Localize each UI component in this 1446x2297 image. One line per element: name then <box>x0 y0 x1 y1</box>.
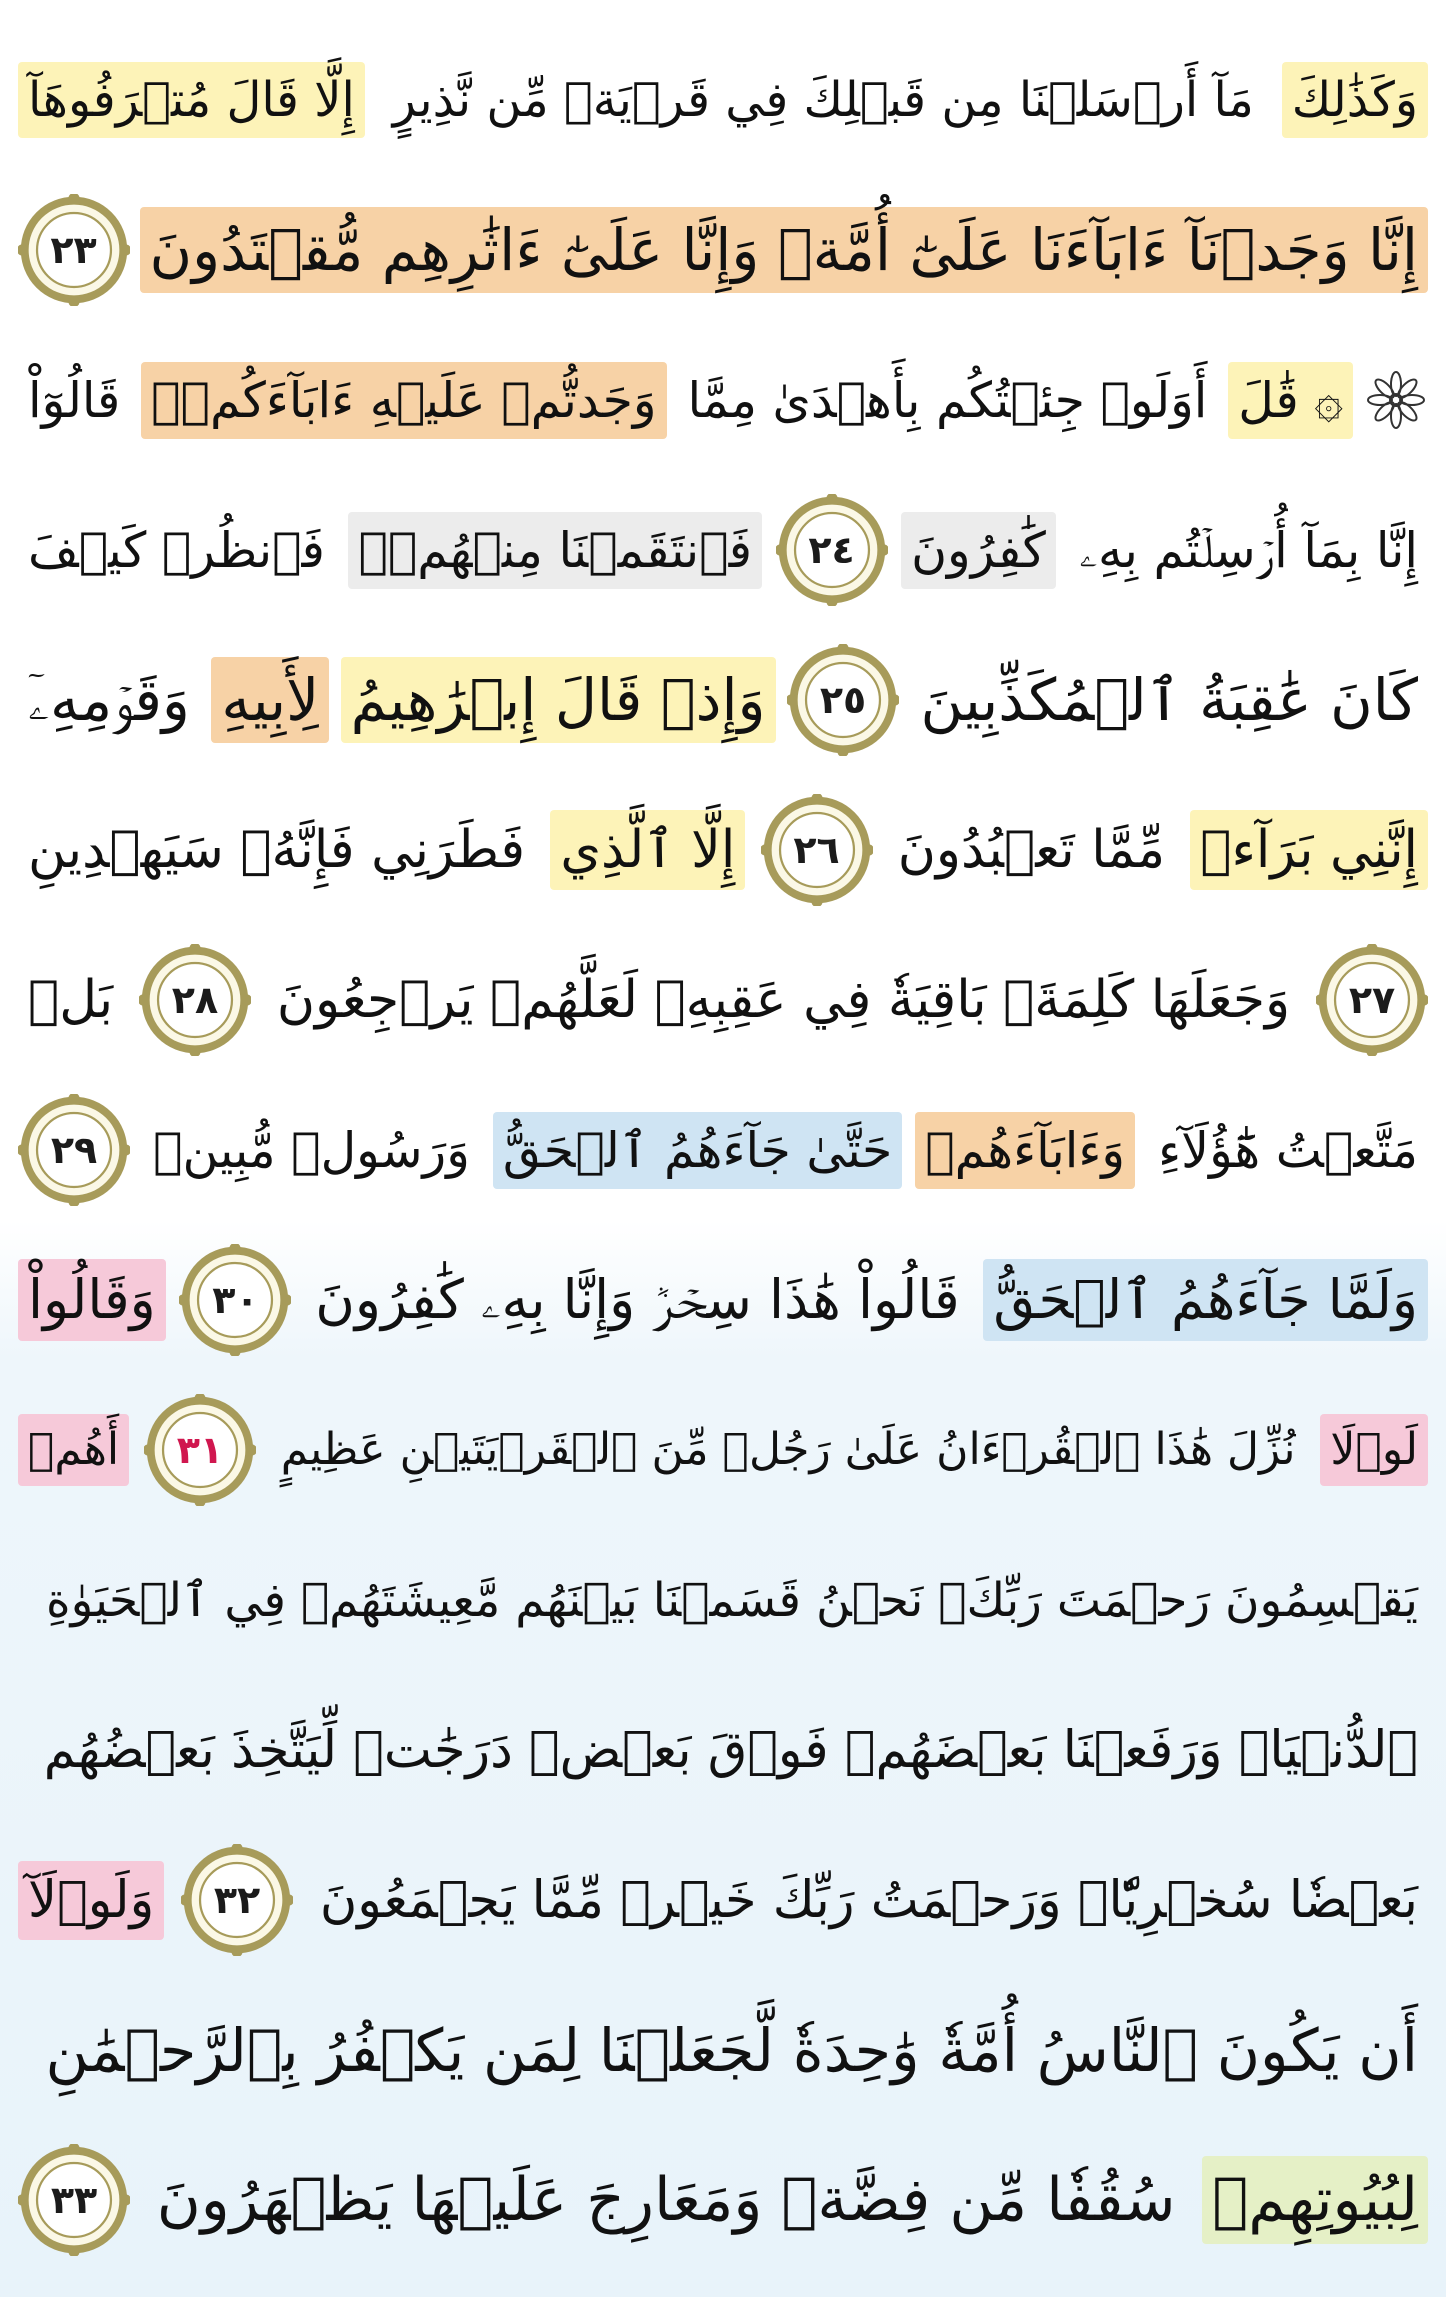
verse-text[interactable]: وَجَعَلَهَا كَلِمَةَۢ بَاقِيَةٗ فِي عَقِبِهِۦ لَعَلَّهُمۡ يَرۡجِعُونَ <box>276 970 1291 1030</box>
highlighted-word-pink[interactable]: لَوۡلَا <box>1320 1414 1428 1486</box>
verse-number-marker[interactable] <box>18 194 130 306</box>
verse-text[interactable]: إِنَّا بِمَآ أُرۡسِلۡتُم بِهِۦ <box>1079 521 1418 579</box>
highlighted-word-orange[interactable]: وَءَابَآءَهُمۡ <box>915 1112 1135 1189</box>
highlighted-word-blue[interactable]: حَتَّىٰ جَآءَهُمُ ٱلۡحَقُّ <box>493 1112 902 1189</box>
verse-text[interactable]: قَالُواْ هَٰذَا سِحۡرٞ وَإِنَّا بِهِۦ كَٰفِرُونَ <box>315 1268 960 1331</box>
verse-text[interactable]: سُقُفٗا مِّن فِضَّةٖ وَمَعَارِجَ عَلَيۡهَا يَظۡهَرُونَ <box>156 2165 1176 2235</box>
verse-number: ٢٧ <box>1348 978 1396 1022</box>
verse-text[interactable]: كَانَ عَٰقِبَةُ ٱلۡمُكَذِّبِينَ <box>920 666 1418 734</box>
verse-text[interactable]: قَالُوٓاْ <box>28 371 121 429</box>
verse-number: ٢٣ <box>50 228 97 272</box>
verse-number: ٣٠ <box>212 1278 259 1322</box>
highlighted-word-blue[interactable]: وَلَمَّا جَآءَهُمُ ٱلۡحَقُّ <box>983 1259 1428 1341</box>
text-line <box>18 2125 1428 2275</box>
verse-number: ٣٣ <box>50 2178 98 2222</box>
verse-number: ٣٢ <box>213 1878 261 1922</box>
verse-text[interactable]: يَقۡسِمُونَ رَحۡمَتَ رَبِّكَۚ نَحۡنُ قَسَمۡنَا بَيۡنَهُم مَّعِيشَتَهُمۡ فِي ٱلۡحَيَوٰةِ <box>45 1572 1418 1628</box>
verse-number: ٢٥ <box>819 678 867 722</box>
verse-text[interactable]: مَتَّعۡتُ هَٰٓؤُلَآءِ <box>1158 1121 1418 1179</box>
text-line <box>18 1375 1428 1525</box>
text-line <box>18 25 1428 175</box>
highlighted-word-orange[interactable]: لِأَبِيهِ <box>211 657 329 743</box>
highlighted-word-yellow[interactable]: إِلَّا قَالَ مُتۡرَفُوهَآ <box>18 62 365 138</box>
verse-number-marker[interactable] <box>139 944 251 1056</box>
verse-number-marker[interactable] <box>179 1244 291 1356</box>
verse-text[interactable]: بَلۡ <box>28 970 114 1030</box>
verse-text[interactable]: أَوَلَوۡ جِئۡتُكُم بِأَهۡدَىٰ مِمَّا <box>687 371 1208 429</box>
highlighted-word-green[interactable]: لِبُيُوتِهِمۡ <box>1202 2156 1428 2244</box>
verse-text[interactable]: فَطَرَنِي فَإِنَّهُۥ سَيَهۡدِينِ <box>28 820 526 880</box>
verse-text[interactable]: فَٱنظُرۡ كَيۡفَ <box>28 521 325 579</box>
verse-number-marker[interactable] <box>1316 944 1428 1056</box>
text-line <box>18 325 1428 475</box>
verse-number: ٣١ <box>176 1428 224 1472</box>
highlighted-word-yellow[interactable]: ۞ قَٰلَ <box>1228 362 1353 439</box>
verse-number-marker[interactable] <box>181 1844 293 1956</box>
verse-text[interactable]: وَقَوۡمِهِۦٓ <box>28 666 190 734</box>
highlighted-word-pink[interactable]: وَقَالُواْ <box>18 1259 166 1341</box>
text-line <box>18 1825 1428 1975</box>
text-line <box>18 1675 1428 1825</box>
verse-text[interactable]: بَعۡضٗا سُخۡرِيّٗاۗ وَرَحۡمَتُ رَبِّكَ خَيۡرٞ مِّمَّا يَجۡمَعُونَ <box>319 1870 1418 1930</box>
text-line <box>18 1975 1428 2125</box>
text-line <box>18 1225 1428 1375</box>
highlighted-word-pink[interactable]: أَهُمۡ <box>18 1414 129 1486</box>
text-line <box>18 1525 1428 1675</box>
verse-number-marker[interactable] <box>18 1094 130 1206</box>
verse-text[interactable]: نُزِّلَ هَٰذَا ٱلۡقُرۡءَانُ عَلَىٰ رَجُلٖ مِّنَ ٱلۡقَرۡيَتَيۡنِ عَظِيمٍ <box>280 1424 1296 1475</box>
verse-number: ٢٩ <box>50 1128 98 1172</box>
verse-text[interactable]: أَن يَكُونَ ٱلنَّاسُ أُمَّةٗ وَٰحِدَةٗ لَّجَعَلۡنَا لِمَن يَكۡفُرُ بِٱلرَّحۡمَٰنِ <box>45 2015 1418 2085</box>
highlighted-word-yellow[interactable]: وَإِذۡ قَالَ إِبۡرَٰهِيمُ <box>341 657 776 743</box>
highlighted-word-gray[interactable]: كَٰفِرُونَ <box>901 512 1056 589</box>
highlighted-word-pink[interactable]: وَلَوۡلَآ <box>18 1861 164 1940</box>
verse-text[interactable]: ٱلدُّنۡيَاۚ وَرَفَعۡنَا بَعۡضَهُمۡ فَوۡقَ بَعۡضٖ دَرَجَٰتٖ لِّيَتَّخِذَ بَعۡضُهُم <box>43 1720 1418 1780</box>
text-line <box>18 475 1428 625</box>
highlighted-word-orange[interactable]: إِنَّا وَجَدۡنَآ ءَابَآءَنَا عَلَىٰٓ أُمَّةٖ وَإِنَّا عَلَىٰٓ ءَاثَٰرِهِم مُّقۡتَدُونَ <box>140 207 1428 293</box>
text-line <box>18 775 1428 925</box>
verse-text[interactable]: وَرَسُولٞ مُّبِينٞ <box>153 1121 470 1179</box>
verse-number-marker[interactable] <box>776 494 888 606</box>
highlighted-word-yellow[interactable]: إِنَّنِي بَرَآءٞ <box>1190 810 1428 890</box>
verse-text[interactable]: مِّمَّا تَعۡبُدُونَ <box>897 820 1166 880</box>
verse-number-marker[interactable] <box>18 2144 130 2256</box>
verse-number-marker[interactable] <box>787 644 899 756</box>
highlighted-word-yellow[interactable]: وَكَذَٰلِكَ <box>1282 62 1428 138</box>
text-line <box>18 175 1428 325</box>
highlighted-word-gray[interactable]: فَٱنتَقَمۡنَا مِنۡهُمۡۖ <box>348 512 762 589</box>
verse-number: ٢٨ <box>171 978 219 1022</box>
hizb-star-icon <box>1364 368 1428 432</box>
highlighted-word-yellow[interactable]: إِلَّا ٱلَّذِي <box>550 810 745 890</box>
verse-number-marker[interactable] <box>144 1394 256 1506</box>
verse-number-marker[interactable] <box>761 794 873 906</box>
verse-number: ٢٤ <box>808 528 855 572</box>
verse-number: ٢٦ <box>793 828 840 872</box>
highlighted-word-orange[interactable]: وَجَدتُّمۡ عَلَيۡهِ ءَابَآءَكُمۡۖ <box>141 362 666 439</box>
verse-text[interactable]: مَآ أَرۡسَلۡنَا مِن قَبۡلِكَ فِي قَرۡيَةٖ مِّن نَّذِيرٍ <box>392 72 1254 128</box>
text-line <box>18 925 1428 1075</box>
text-line <box>18 625 1428 775</box>
text-line <box>18 1075 1428 1225</box>
